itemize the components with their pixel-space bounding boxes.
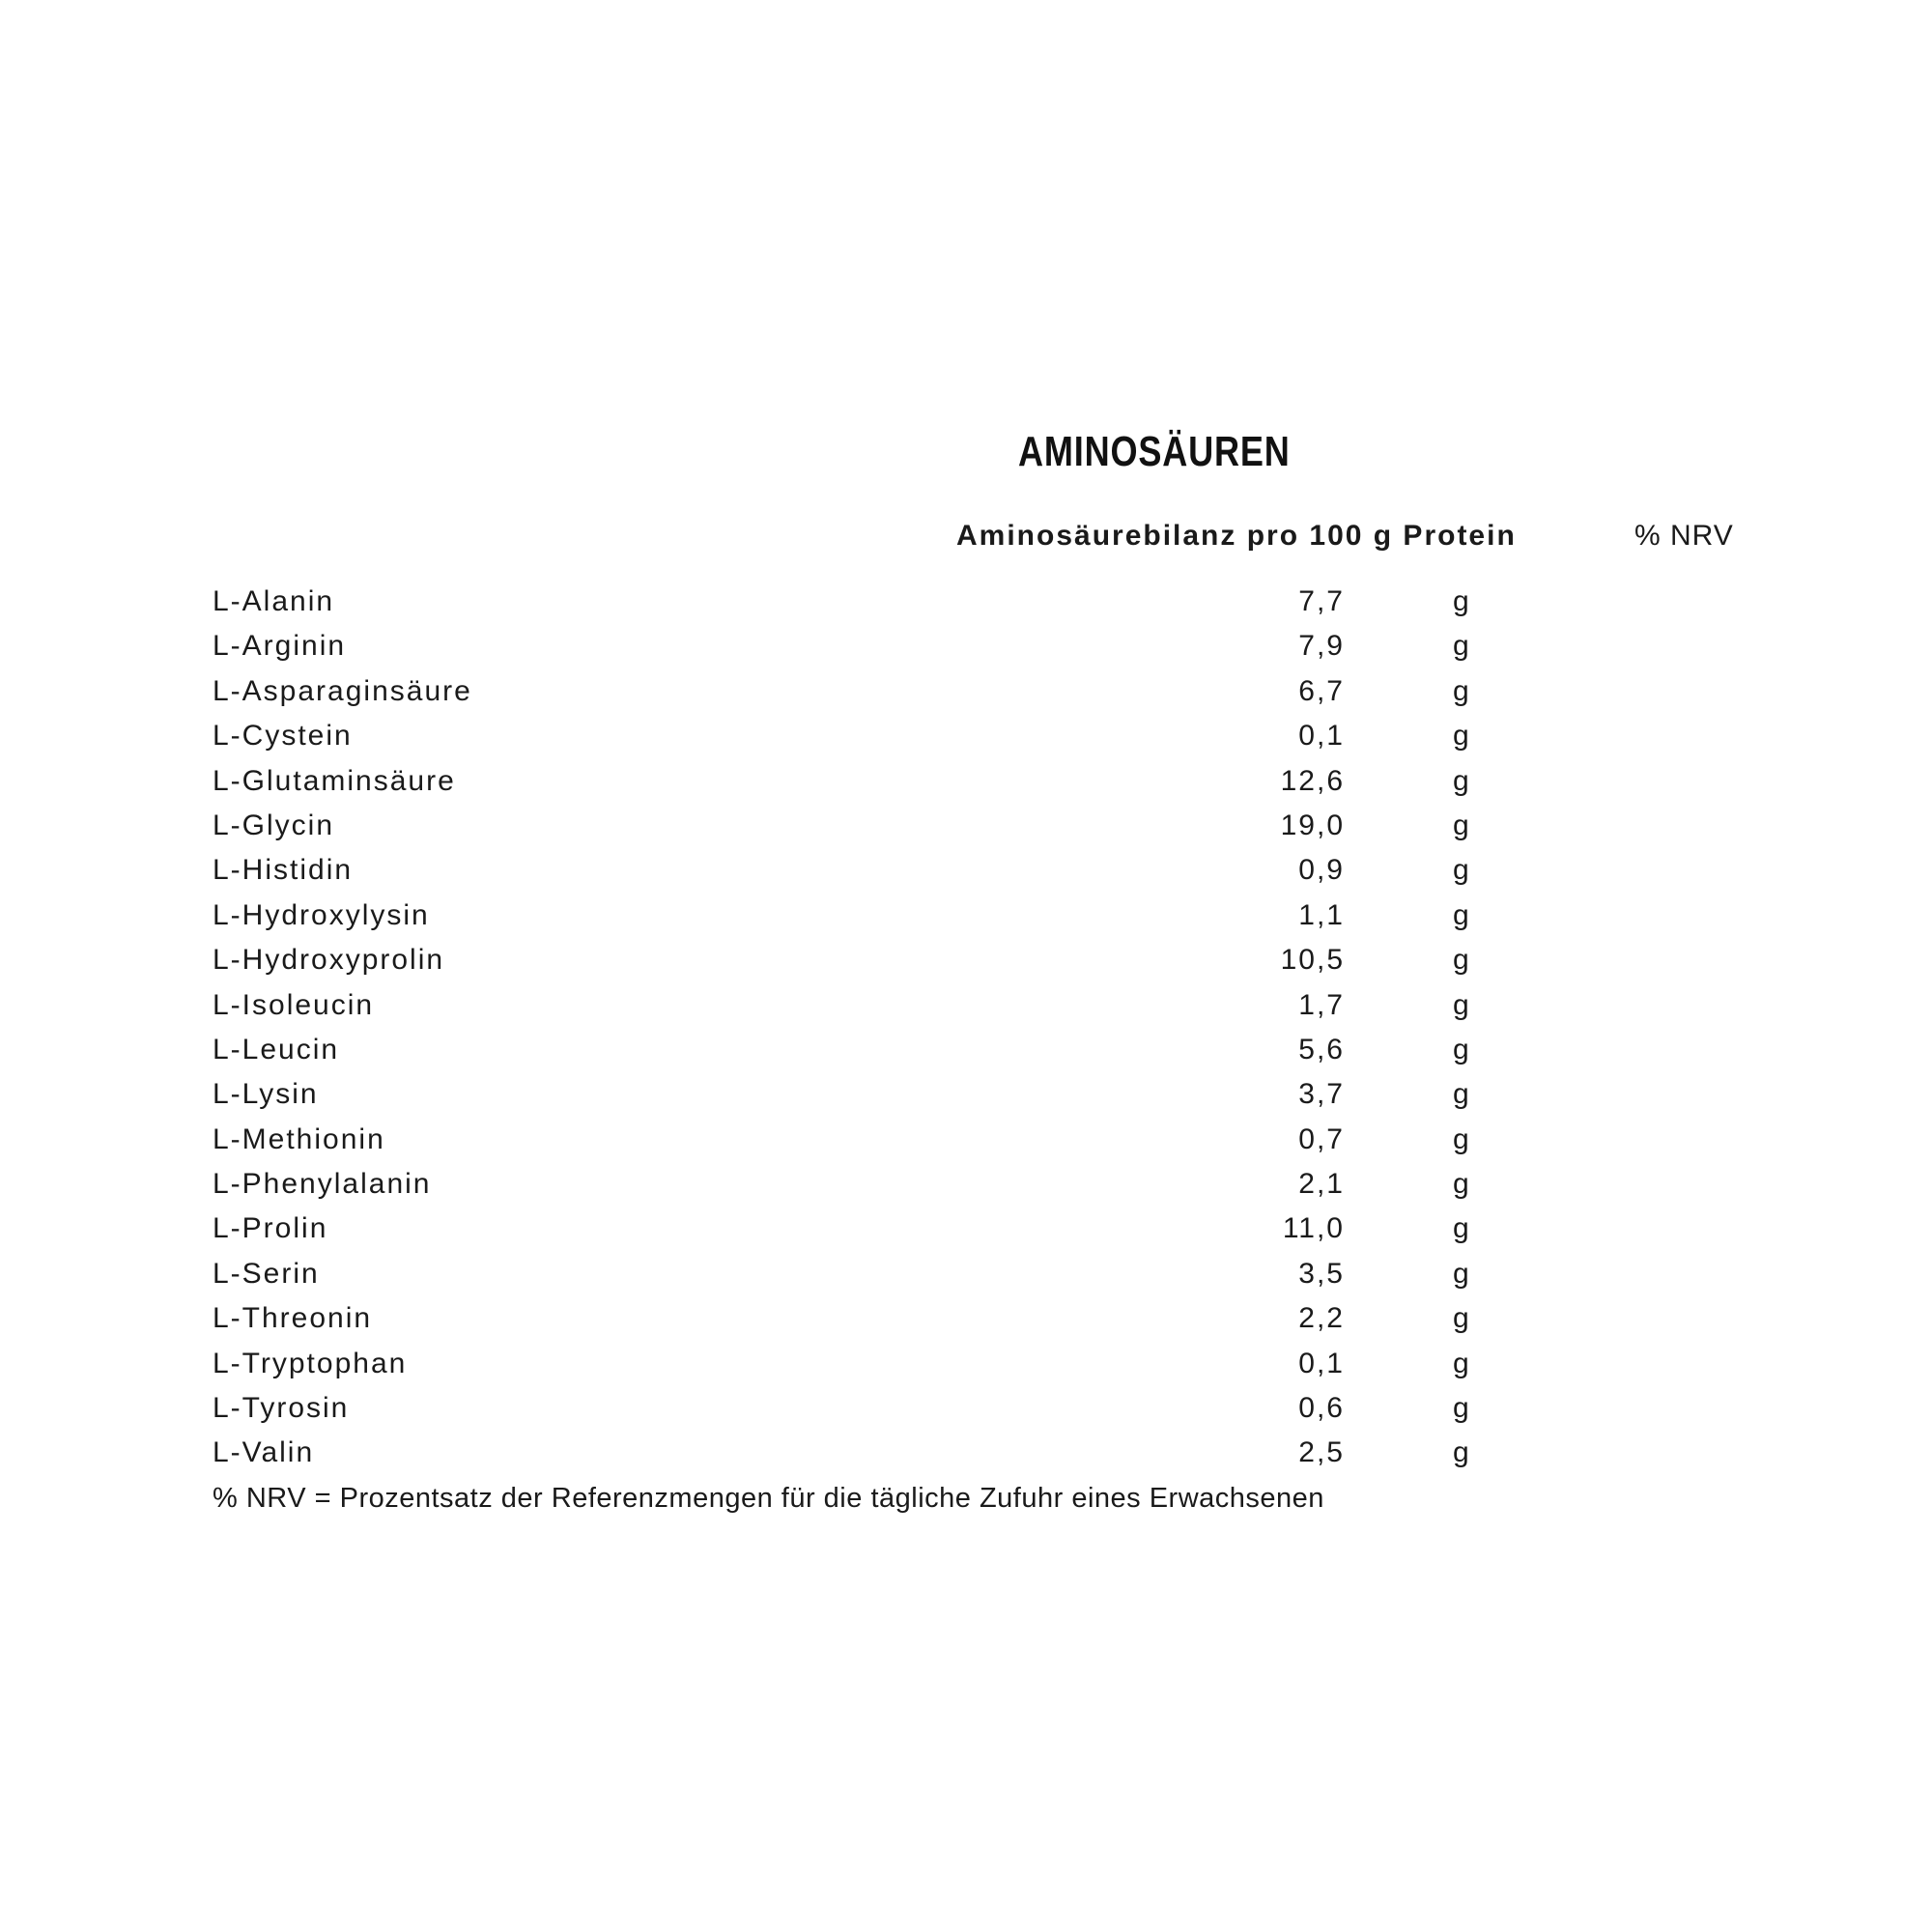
amino-acid-unit: g	[1453, 585, 1471, 617]
amino-acid-value: 5,6	[1298, 1033, 1345, 1065]
table-row	[213, 1209, 1488, 1254]
amino-acid-unit: g	[1453, 1257, 1471, 1290]
amino-acid-name: L-Phenylalanin	[213, 1168, 432, 1201]
table-row	[213, 941, 1488, 985]
amino-acid-unit: g	[1453, 764, 1471, 797]
amino-acid-value: 6,7	[1298, 674, 1345, 707]
amino-acid-value: 19,0	[1280, 809, 1345, 841]
amino-acid-name: L-Valin	[213, 1436, 315, 1469]
amino-acid-name: L-Glycin	[213, 809, 335, 841]
amino-acid-value: 2,2	[1298, 1302, 1345, 1335]
table-row	[213, 717, 1488, 761]
amino-acid-name: L-Methionin	[213, 1122, 385, 1155]
table-row	[213, 896, 1488, 941]
amino-acid-name: L-Prolin	[213, 1212, 328, 1245]
amino-acid-unit: g	[1453, 1302, 1471, 1335]
table-row	[213, 1031, 1488, 1075]
amino-acid-name: L-Hydroxylysin	[213, 898, 430, 931]
amino-acid-name: L-Arginin	[213, 630, 347, 663]
table-row	[213, 582, 1488, 627]
amino-acid-unit: g	[1453, 809, 1471, 841]
amino-acid-name: L-Leucin	[213, 1033, 340, 1065]
amino-acid-value: 0,1	[1298, 720, 1345, 753]
table-row	[213, 762, 1488, 807]
table-row	[213, 672, 1488, 717]
amino-acid-name: L-Glutaminsäure	[213, 764, 456, 797]
amino-acid-name: L-Tyrosin	[213, 1392, 350, 1425]
amino-acid-name: L-Tryptophan	[213, 1347, 408, 1379]
amino-acid-unit: g	[1453, 674, 1471, 707]
amino-acid-value: 3,5	[1298, 1257, 1345, 1290]
column-header-nrv: % NRV	[1634, 520, 1734, 552]
amino-acid-value: 2,1	[1298, 1168, 1345, 1201]
amino-acid-unit: g	[1453, 898, 1471, 931]
amino-acid-value: 0,1	[1298, 1347, 1345, 1379]
amino-acid-unit: g	[1453, 854, 1471, 887]
amino-acid-name: L-Hydroxyprolin	[213, 944, 445, 977]
page-title: AMINOSÄUREN	[1018, 428, 1291, 475]
amino-acid-unit: g	[1453, 1122, 1471, 1155]
table-row	[213, 1165, 1488, 1209]
amino-acid-name: L-Isoleucin	[213, 988, 375, 1021]
amino-acid-value: 1,7	[1298, 988, 1345, 1021]
amino-acid-value: 0,7	[1298, 1122, 1345, 1155]
amino-acid-value: 10,5	[1280, 944, 1345, 977]
amino-acid-name: L-Asparaginsäure	[213, 674, 472, 707]
amino-acid-value: 11,0	[1282, 1212, 1345, 1245]
amino-acid-value: 7,7	[1298, 585, 1345, 617]
table-row	[213, 1345, 1488, 1389]
amino-acid-name: L-Alanin	[213, 585, 335, 617]
amino-acid-unit: g	[1453, 630, 1471, 663]
amino-acid-name: L-Threonin	[213, 1302, 373, 1335]
amino-acid-value: 1,1	[1298, 898, 1345, 931]
amino-acid-unit: g	[1453, 1436, 1471, 1469]
amino-acid-unit: g	[1453, 1168, 1471, 1201]
table-row	[213, 1121, 1488, 1165]
amino-acid-name: L-Serin	[213, 1257, 320, 1290]
amino-acid-unit: g	[1453, 1078, 1471, 1111]
amino-acid-name: L-Lysin	[213, 1078, 319, 1111]
amino-acid-value: 0,6	[1298, 1392, 1345, 1425]
amino-acid-unit: g	[1453, 1212, 1471, 1245]
amino-acid-value: 0,9	[1298, 854, 1345, 887]
table-row	[213, 807, 1488, 851]
table-row	[213, 986, 1488, 1031]
table-row	[213, 1434, 1488, 1478]
amino-acid-unit: g	[1453, 1347, 1471, 1379]
amino-acid-value: 12,6	[1280, 764, 1345, 797]
table-row	[213, 1075, 1488, 1120]
table-row	[213, 1299, 1488, 1344]
table-row	[213, 1255, 1488, 1299]
amino-acid-table	[213, 582, 1488, 1479]
amino-acid-value: 2,5	[1298, 1436, 1345, 1469]
amino-acid-value: 7,9	[1298, 630, 1345, 663]
amino-acid-unit: g	[1453, 720, 1471, 753]
table-row	[213, 851, 1488, 895]
amino-acid-unit: g	[1453, 988, 1471, 1021]
amino-acid-unit: g	[1453, 1033, 1471, 1065]
table-row	[213, 627, 1488, 671]
amino-acid-name: L-Cystein	[213, 720, 353, 753]
amino-acid-name: L-Histidin	[213, 854, 354, 887]
amino-acid-unit: g	[1453, 944, 1471, 977]
footnote: % NRV = Prozentsatz der Referenzmengen für die tägliche Zufuhr eines Erwachsenen	[213, 1483, 1324, 1514]
amino-acid-value: 3,7	[1298, 1078, 1345, 1111]
column-header-amount: Aminosäurebilanz pro 100 g Protein	[956, 520, 1517, 552]
table-row	[213, 1389, 1488, 1434]
amino-acid-unit: g	[1453, 1392, 1471, 1425]
